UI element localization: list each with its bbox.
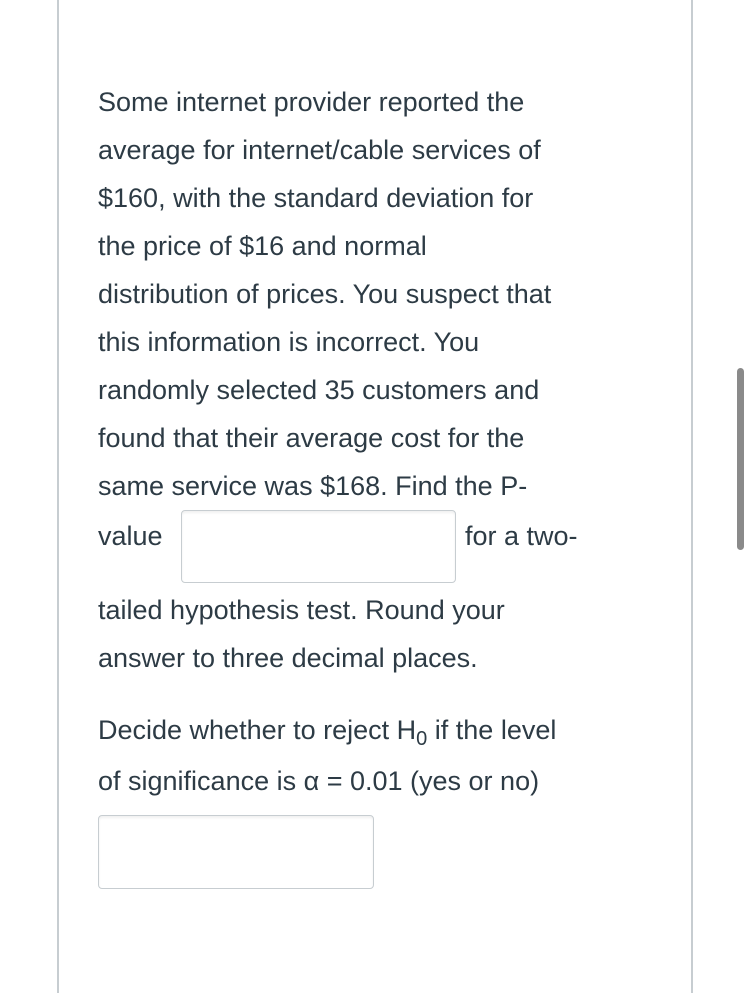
question-line-6: this information is incorrect. You [98,327,480,357]
question-line-2: average for internet/cable services of [98,135,541,165]
continuation-line-2: answer to three decimal places. [98,643,478,673]
decide-line-1 [98,706,658,757]
pvalue-answer-row [98,510,658,586]
content-right-border [691,0,693,993]
question-line-5: distribution of prices. You suspect that [98,279,552,309]
question-line-7: randomly selected 35 customers and [98,375,540,405]
question-line-9: same service was $168. Find the P- [98,471,528,501]
decide-line-1-suffix: if the level [427,715,557,745]
question-line-8: found that their average cost for the [98,423,525,453]
question-text [98,78,658,895]
question-line-4: the price of $16 and normal [98,231,427,261]
pvalue-label-before: value [98,521,163,551]
decision-answer-row [98,815,658,895]
decision-input[interactable] [98,815,374,889]
pvalue-input[interactable] [181,510,456,583]
decide-line-2: of significance is α = 0.01 (yes or no) [98,766,540,796]
question-line-1: Some internet provider reported the [98,87,525,117]
content-left-border [57,0,59,993]
question-line-3: $160, with the standard deviation for [98,183,534,213]
continuation-line-1: tailed hypothesis test. Round your [98,595,505,625]
h0-subscript: 0 [416,728,428,750]
scrollbar-thumb[interactable] [737,368,744,550]
pvalue-label-after: for a two- [465,521,578,551]
decide-line-1-prefix: Decide whether to reject H [98,715,417,745]
